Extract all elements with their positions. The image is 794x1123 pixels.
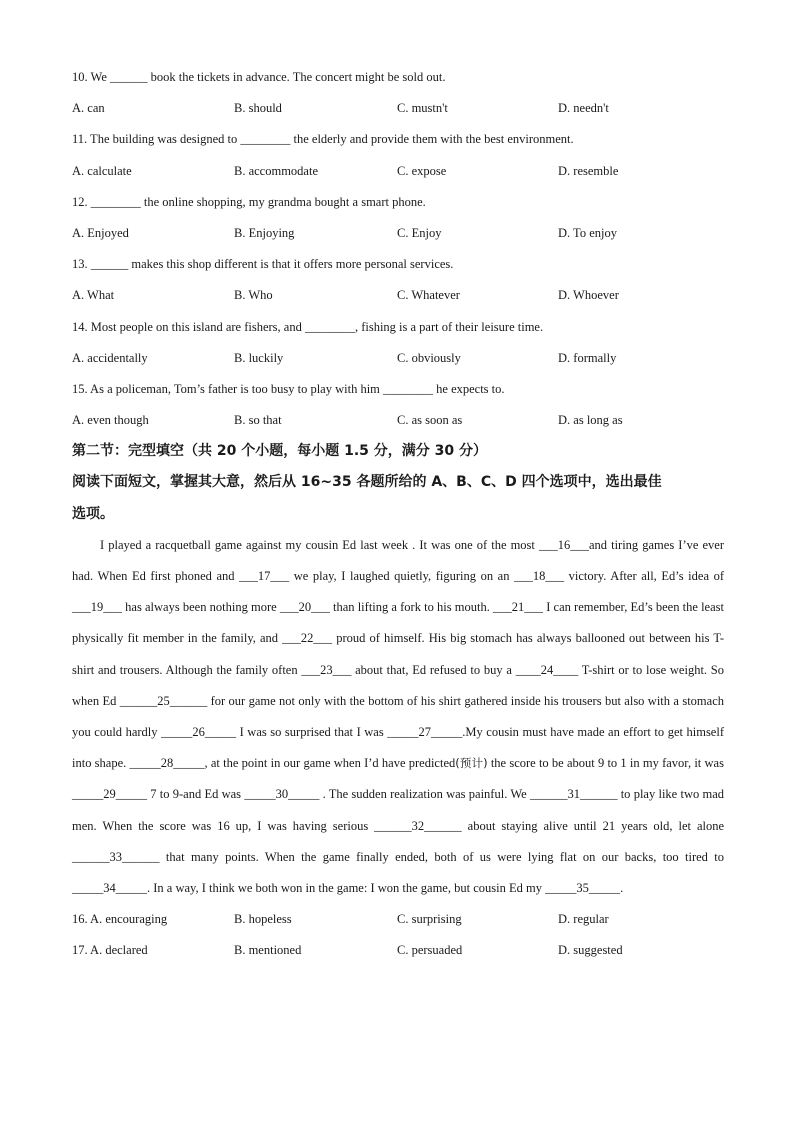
option-c: C. persuaded [397,943,463,958]
blank-18: ___18___ [514,569,565,584]
blank-25: ______25______ [119,693,208,708]
option-d: D. resemble [558,163,619,178]
passage-text: about that, Ed refused to buy a [351,662,516,677]
exam-page [72,62,724,967]
options-row [72,93,724,124]
passage-text: T-shirt or to lose weight. So when Ed [72,662,724,708]
section-instruction-cont: 选项。 [72,505,114,522]
option-a: A. accidentally [72,350,148,365]
option-b: B. so that [234,413,282,428]
option-c: C. obviously [397,350,461,365]
blank-16: ___16___ [538,537,589,552]
blank-19: ___19___ [72,600,122,615]
option-d: D. regular [558,912,609,927]
option-c: C. Enjoy [397,225,442,240]
passage-text: for our game not only with the bottom of his shirt gathered inside his trousers but also with a stomach you could hardly [72,693,724,740]
passage-text: victory. After all, Ed’s idea of [564,569,724,584]
question-stem: 15. As a policeman, Tom’s father is too busy to play with him ________ he expects to. [72,381,505,396]
option-b: B. should [234,101,282,116]
section-instruction: 阅读下面短文，掌握其大意，然后从 16~35 各题所给的 A、B、C、D 四个选项中，选出最佳 [72,474,662,491]
passage-annotation: (预计) [455,756,488,771]
passage-text: 7 to 9-and Ed was [147,787,245,802]
blank-23: ___23___ [301,662,352,677]
option-d: D. as long as [558,413,623,428]
section-title: 第二节：完型填空（共 20 个小题，每小题 1.5 分，满分 30 分） [72,443,488,460]
passage-text: has always been nothing more [122,600,280,615]
passage-text: about staying alive until 21 years old, let alone [461,818,725,833]
passage-text: . In a way, I think we both won in the game: I won the game, but cousin Ed my [147,881,546,896]
passage-text: I can remember, Ed’s been the least physically fit member in the family, and [72,600,724,646]
question-stem: 10. We ______ book the tickets in advance. The concert might be sold out. [72,70,446,84]
option-a: 17. A. declared [72,943,148,958]
passage-text: that many points. When the game finally ended, both of us were lying flat on our backs, too tired to [159,849,724,864]
option-a: A. What [72,288,115,303]
blank-27: _____27_____ [387,725,463,740]
question-stem: 13. ______ makes this shop different is that it offers more personal services. [72,257,454,272]
option-a: A. can [72,101,105,116]
option-b: B. hopeless [234,912,292,927]
option-d: D. needn't [558,101,609,116]
option-b: B. Who [234,288,273,303]
blank-29: _____29_____ [72,787,147,802]
question-stem: 12. ________ the online shopping, my grandma bought a smart phone. [72,194,426,209]
passage-text: .My cousin must have made an effort to get himself into shape. [72,725,724,771]
passage-text: I played a racquetball game against my cousin Ed last week . It was one of the most [100,537,539,552]
passage-text: the score to be about 9 to 1 in my favor, it was [487,756,724,771]
option-d: D. Whoever [558,288,619,303]
blank-34: _____34_____ [72,881,147,896]
options-row [72,904,724,935]
blank-32: ______32______ [374,818,462,833]
blank-28: _____28_____ [129,756,205,771]
option-d: D. To enjoy [558,225,617,240]
option-d: D. suggested [558,943,623,958]
options-row [72,405,724,436]
blank-22: ___22___ [282,631,333,646]
passage-text: than lifting a fork to his mouth. [329,600,494,615]
blank-21: ___21___ [493,600,544,615]
question-stem: 14. Most people on this island are fishers, and ________, fishing is a part of their leisure time. [72,319,544,334]
option-d: D. formally [558,350,617,365]
passage-text: proud of himself. His big stomach has always ballooned out between his T-shirt and trousers. Although the family often [72,631,724,677]
options-row [72,156,724,187]
option-c: C. as soon as [397,413,463,428]
option-c: C. surprising [397,912,462,927]
options-row [72,280,724,311]
passage-text: and tiring games I’ve ever had. When Ed first phoned and [72,537,724,584]
options-row [72,218,724,249]
option-a: A. even though [72,413,149,428]
passage-text: to play like two mad men. When the score was 16 up, I was having serious [72,787,724,833]
blank-33: ______33______ [72,849,160,864]
option-b: B. luckily [234,350,284,365]
blank-17: ___17___ [239,569,290,584]
options-row [72,343,724,374]
option-c: C. Whatever [397,288,460,303]
option-c: C. expose [397,163,447,178]
option-b: B. Enjoying [234,225,295,240]
options-row [72,935,724,966]
question-stem: 11. The building was designed to ________ the elderly and provide them with the best environment. [72,132,574,147]
blank-20: ___20___ [279,600,330,615]
passage-text: , at the point in our game when I’d have predicted [204,756,456,771]
passage-text: . [620,881,624,896]
option-a: A. calculate [72,163,132,178]
passage-text: we play, I laughed quietly, figuring on an [289,569,515,584]
option-a: A. Enjoyed [72,225,129,240]
option-c: C. mustn't [397,101,448,116]
cloze-passage [72,530,724,904]
blank-26: _____26_____ [161,725,237,740]
option-a: 16. A. encouraging [72,912,168,927]
option-b: B. accommodate [234,163,318,178]
passage-text: I was so surprised that I was [236,725,388,740]
blank-31: ______31______ [529,787,618,802]
blank-24: ____24____ [515,662,579,677]
blank-35: _____35_____ [545,881,621,896]
passage-text: . The sudden realization was painful. We [319,787,530,802]
blank-30: _____30_____ [244,787,320,802]
option-b: B. mentioned [234,943,302,958]
